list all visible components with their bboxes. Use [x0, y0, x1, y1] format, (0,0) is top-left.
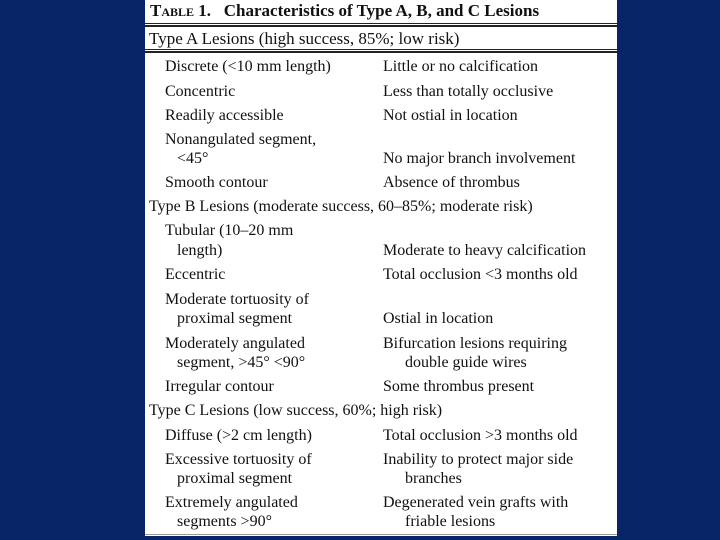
- cell-c3-left-line2: segments >90°: [177, 513, 272, 530]
- cell-c3-left-line1: Extremely angulated: [165, 494, 298, 511]
- cell-b1-left-line2: length): [177, 242, 223, 259]
- cell-c2-right-line2: branches: [405, 470, 462, 487]
- table-title: [150, 0, 539, 22]
- cell-c1-left: Diffuse (>2 cm length): [165, 427, 312, 444]
- cell-b3-left-line2: proximal segment: [177, 310, 293, 327]
- cell-c3-right-line2: friable lesions: [405, 513, 496, 530]
- table-label: Table 1.: [150, 1, 212, 20]
- cell-a1-left: Discrete (<10 mm length): [165, 58, 331, 75]
- cell-b1-right: Moderate to heavy calcification: [383, 242, 587, 259]
- cell-a3-right: Not ostial in location: [383, 107, 518, 124]
- cell-a1-right: Little or no calcification: [383, 58, 539, 75]
- cell-c1-right: Total occlusion >3 months old: [383, 427, 578, 444]
- cell-b2-right: Total occlusion <3 months old: [383, 266, 578, 283]
- cell-b5-left: Irregular contour: [165, 378, 274, 395]
- title-rule-thin: [145, 23, 617, 24]
- cell-b4-right-line1: Bifurcation lesions requiring: [383, 335, 567, 352]
- header-rule-thick: [145, 51, 617, 53]
- cell-b4-right-line2: double guide wires: [405, 354, 527, 371]
- table-title-text: Characteristics of Type A, B, and C Lesions: [223, 1, 540, 20]
- cell-a4-right: No major branch involvement: [383, 150, 576, 167]
- cell-b3-right: Ostial in location: [383, 310, 494, 327]
- section-heading-c: Type C Lesions (low success, 60%; high risk): [149, 402, 443, 419]
- title-rule-thick: [145, 25, 617, 27]
- table-panel: [145, 0, 617, 536]
- cell-b4-left-line1: Moderately angulated: [165, 335, 305, 352]
- cell-a5-right: Absence of thrombus: [383, 174, 520, 191]
- cell-a4-left-line2: <45°: [177, 150, 209, 167]
- section-heading-b: Type B Lesions (moderate success, 60–85%; moderate risk): [149, 198, 533, 215]
- cell-a4-left-line1: Nonangulated segment,: [165, 131, 317, 148]
- cell-c2-left-line2: proximal segment: [177, 470, 293, 487]
- header-rule-thin: [145, 49, 617, 50]
- cell-a3-left: Readily accessible: [165, 107, 284, 124]
- cell-c2-left-line1: Excessive tortuosity of: [165, 451, 312, 468]
- cell-b1-left-line1: Tubular (10–20 mm: [165, 222, 294, 239]
- cell-b2-left: Eccentric: [165, 266, 226, 283]
- cell-a5-left: Smooth contour: [165, 174, 268, 191]
- bottom-rule: [145, 534, 617, 535]
- cell-b5-right: Some thrombus present: [383, 378, 535, 395]
- cell-c3-right-line1: Degenerated vein grafts with: [383, 494, 569, 511]
- cell-b3-left-line1: Moderate tortuosity of: [165, 291, 309, 308]
- cell-a2-left: Concentric: [165, 83, 236, 100]
- cell-c2-right-line1: Inability to protect major side: [383, 451, 574, 468]
- cell-b4-left-line2: segment, >45° <90°: [177, 354, 306, 371]
- section-heading-a: Type A Lesions (high success, 85%; low risk): [149, 29, 460, 48]
- cell-a2-right: Less than totally occlusive: [383, 83, 554, 100]
